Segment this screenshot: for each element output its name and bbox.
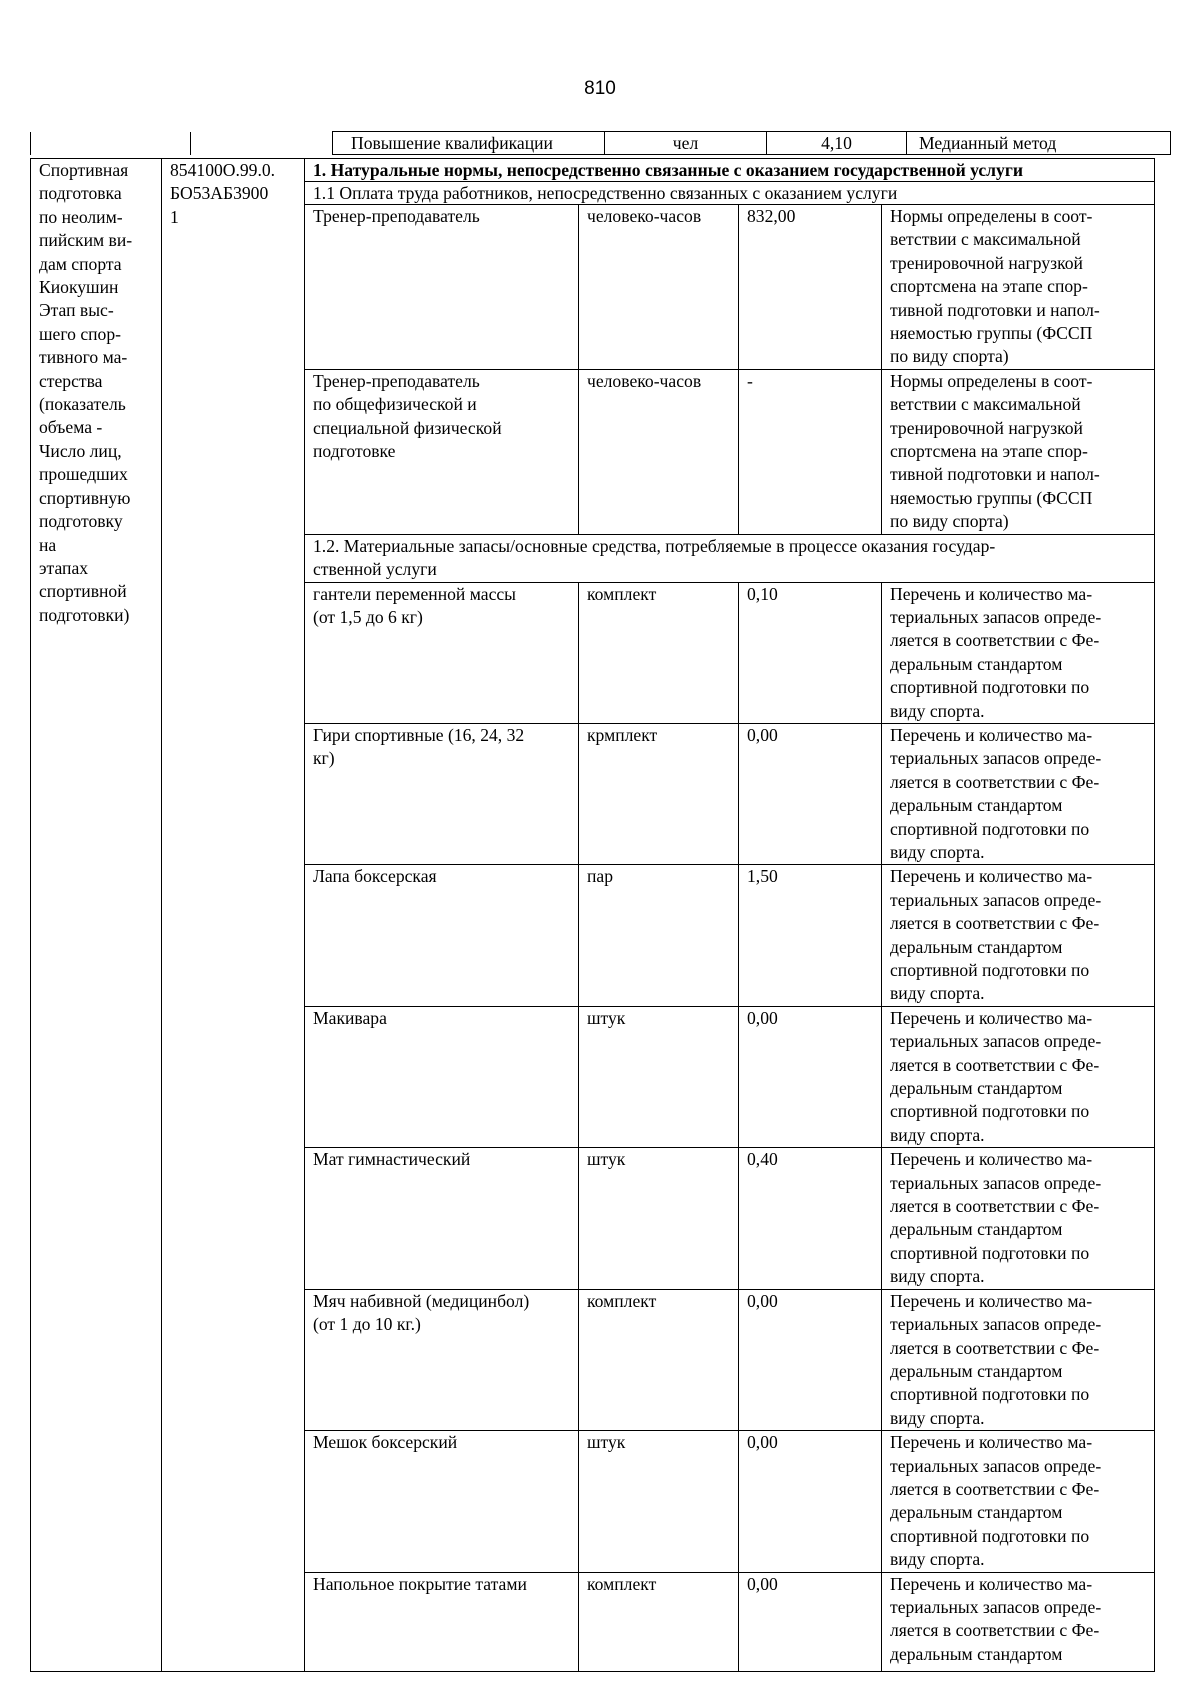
item-value-cell: 832,00 xyxy=(739,205,882,370)
item-name-cell: Мешок боксерский xyxy=(305,1431,579,1572)
item-value-cell: 0,00 xyxy=(739,1289,882,1430)
item-note-cell: Перечень и количество ма- териальных запасов опреде- ляется в соответствии с Фе- деральным стандартом спортивной подготовки по виду спорта. xyxy=(882,723,1155,864)
item-name-cell: Макивара xyxy=(305,1006,579,1147)
item-name-cell: Гири спортивные (16, 24, 32 кг) xyxy=(305,723,579,864)
qualification-value: 4,10 xyxy=(767,132,907,155)
item-unit-cell: крмплект xyxy=(579,723,739,864)
item-note-cell: Перечень и количество ма- териальных запасов опреде- ляется в соответствии с Фе- деральным стандартом спортивной подготовки по виду спорта. xyxy=(882,865,1155,1006)
item-value-cell: 0,10 xyxy=(739,582,882,723)
item-value-cell: - xyxy=(739,369,882,534)
item-note-cell: Нормы определены в соот- ветствии с максимальной тренировочной нагрузкой спортсмена на этапе спор- тивной подготовки и напол- няемостью группы (ФССП по виду спорта) xyxy=(882,369,1155,534)
item-name-cell: Мат гимнастический xyxy=(305,1148,579,1289)
service-name-cell: Спортивная подготовка по неолим- пийским ви- дам спорта Киокушин Этап выс- шего спор- тивного ма- стерства (показатель объема - Число лиц, прошедших спортивную подготовку на этапах спортивной подготовки) xyxy=(31,159,162,1672)
item-note-cell: Перечень и количество ма- териальных запасов опреде- ляется в соответствии с Фе- деральным стандартом спортивной подготовки по виду спорта. xyxy=(882,1431,1155,1572)
item-unit-cell: человеко-часов xyxy=(579,369,739,534)
item-value-cell: 0,00 xyxy=(739,1006,882,1147)
empty-cell xyxy=(191,132,333,155)
item-unit-cell: штук xyxy=(579,1148,739,1289)
item-value-cell: 0,00 xyxy=(739,1431,882,1572)
item-value-cell: 1,50 xyxy=(739,865,882,1006)
item-value-cell: 0,40 xyxy=(739,1148,882,1289)
item-unit-cell: штук xyxy=(579,1006,739,1147)
item-value-cell: 0,00 xyxy=(739,723,882,864)
item-value-cell: 0,00 xyxy=(739,1572,882,1671)
item-name-cell: Тренер-преподаватель xyxy=(305,205,579,370)
item-name-cell: Напольное покрытие татами xyxy=(305,1572,579,1671)
item-name-cell: Лапа боксерская xyxy=(305,865,579,1006)
page-number: 810 xyxy=(584,78,616,99)
item-name-cell: Тренер-преподаватель по общефизической и специальной физической подготовке xyxy=(305,369,579,534)
item-unit-cell: комплект xyxy=(579,582,739,723)
qualification-label: Повышение квалификации xyxy=(333,132,605,155)
item-unit-cell: штук xyxy=(579,1431,739,1572)
qualification-unit: чел xyxy=(605,132,767,155)
continuation-row xyxy=(31,132,1171,155)
subsection-1-1-title: 1.1 Оплата труда работников, непосредственно связанных с оказанием услуги xyxy=(305,182,1155,205)
item-name-cell: Мяч набивной (медицинбол) (от 1 до 10 кг.) xyxy=(305,1289,579,1430)
item-note-cell: Нормы определены в соот- ветствии с максимальной тренировочной нагрузкой спортсмена на этапе спор- тивной подготовки и напол- няемостью группы (ФССП по виду спорта) xyxy=(882,205,1155,370)
item-unit-cell: пар xyxy=(579,865,739,1006)
item-unit-cell: комплект xyxy=(579,1289,739,1430)
item-name-cell: гантели переменной массы (от 1,5 до 6 кг) xyxy=(305,582,579,723)
norms-table xyxy=(30,158,1155,1672)
item-note-cell: Перечень и количество ма- териальных запасов опреде- ляется в соответствии с Фе- деральным стандартом спортивной подготовки по виду спорта. xyxy=(882,1006,1155,1147)
subsection-1-2-title: 1.2. Материальные запасы/основные средства, потребляемые в процессе оказания государ- ственной услуги xyxy=(305,534,1155,582)
item-note-cell: Перечень и количество ма- териальных запасов опреде- ляется в соответствии с Фе- деральным стандартом спортивной подготовки по виду спорта. xyxy=(882,582,1155,723)
item-unit-cell: человеко-часов xyxy=(579,205,739,370)
qualification-method: Медианный метод xyxy=(907,132,1171,155)
item-note-cell: Перечень и количество ма- териальных запасов опреде- ляется в соответствии с Фе- деральным стандартом спортивной подготовки по виду спорта. xyxy=(882,1289,1155,1430)
registry-code-cell: 854100О.99.0. БО53АБ3900 1 xyxy=(162,159,305,1672)
section-1-row xyxy=(31,159,1155,182)
section-1-title: 1. Натуральные нормы, непосредственно связанные с оказанием государственной услуги xyxy=(305,159,1155,182)
empty-cell xyxy=(31,132,191,155)
continuation-row-table xyxy=(30,131,1171,155)
item-note-cell: Перечень и количество ма- териальных запасов опреде- ляется в соответствии с Фе- деральным стандартом спортивной подготовки по виду спорта. xyxy=(882,1148,1155,1289)
item-note-cell: Перечень и количество ма- териальных запасов опреде- ляется в соответствии с Фе- деральным стандартом xyxy=(882,1572,1155,1671)
item-unit-cell: комплект xyxy=(579,1572,739,1671)
